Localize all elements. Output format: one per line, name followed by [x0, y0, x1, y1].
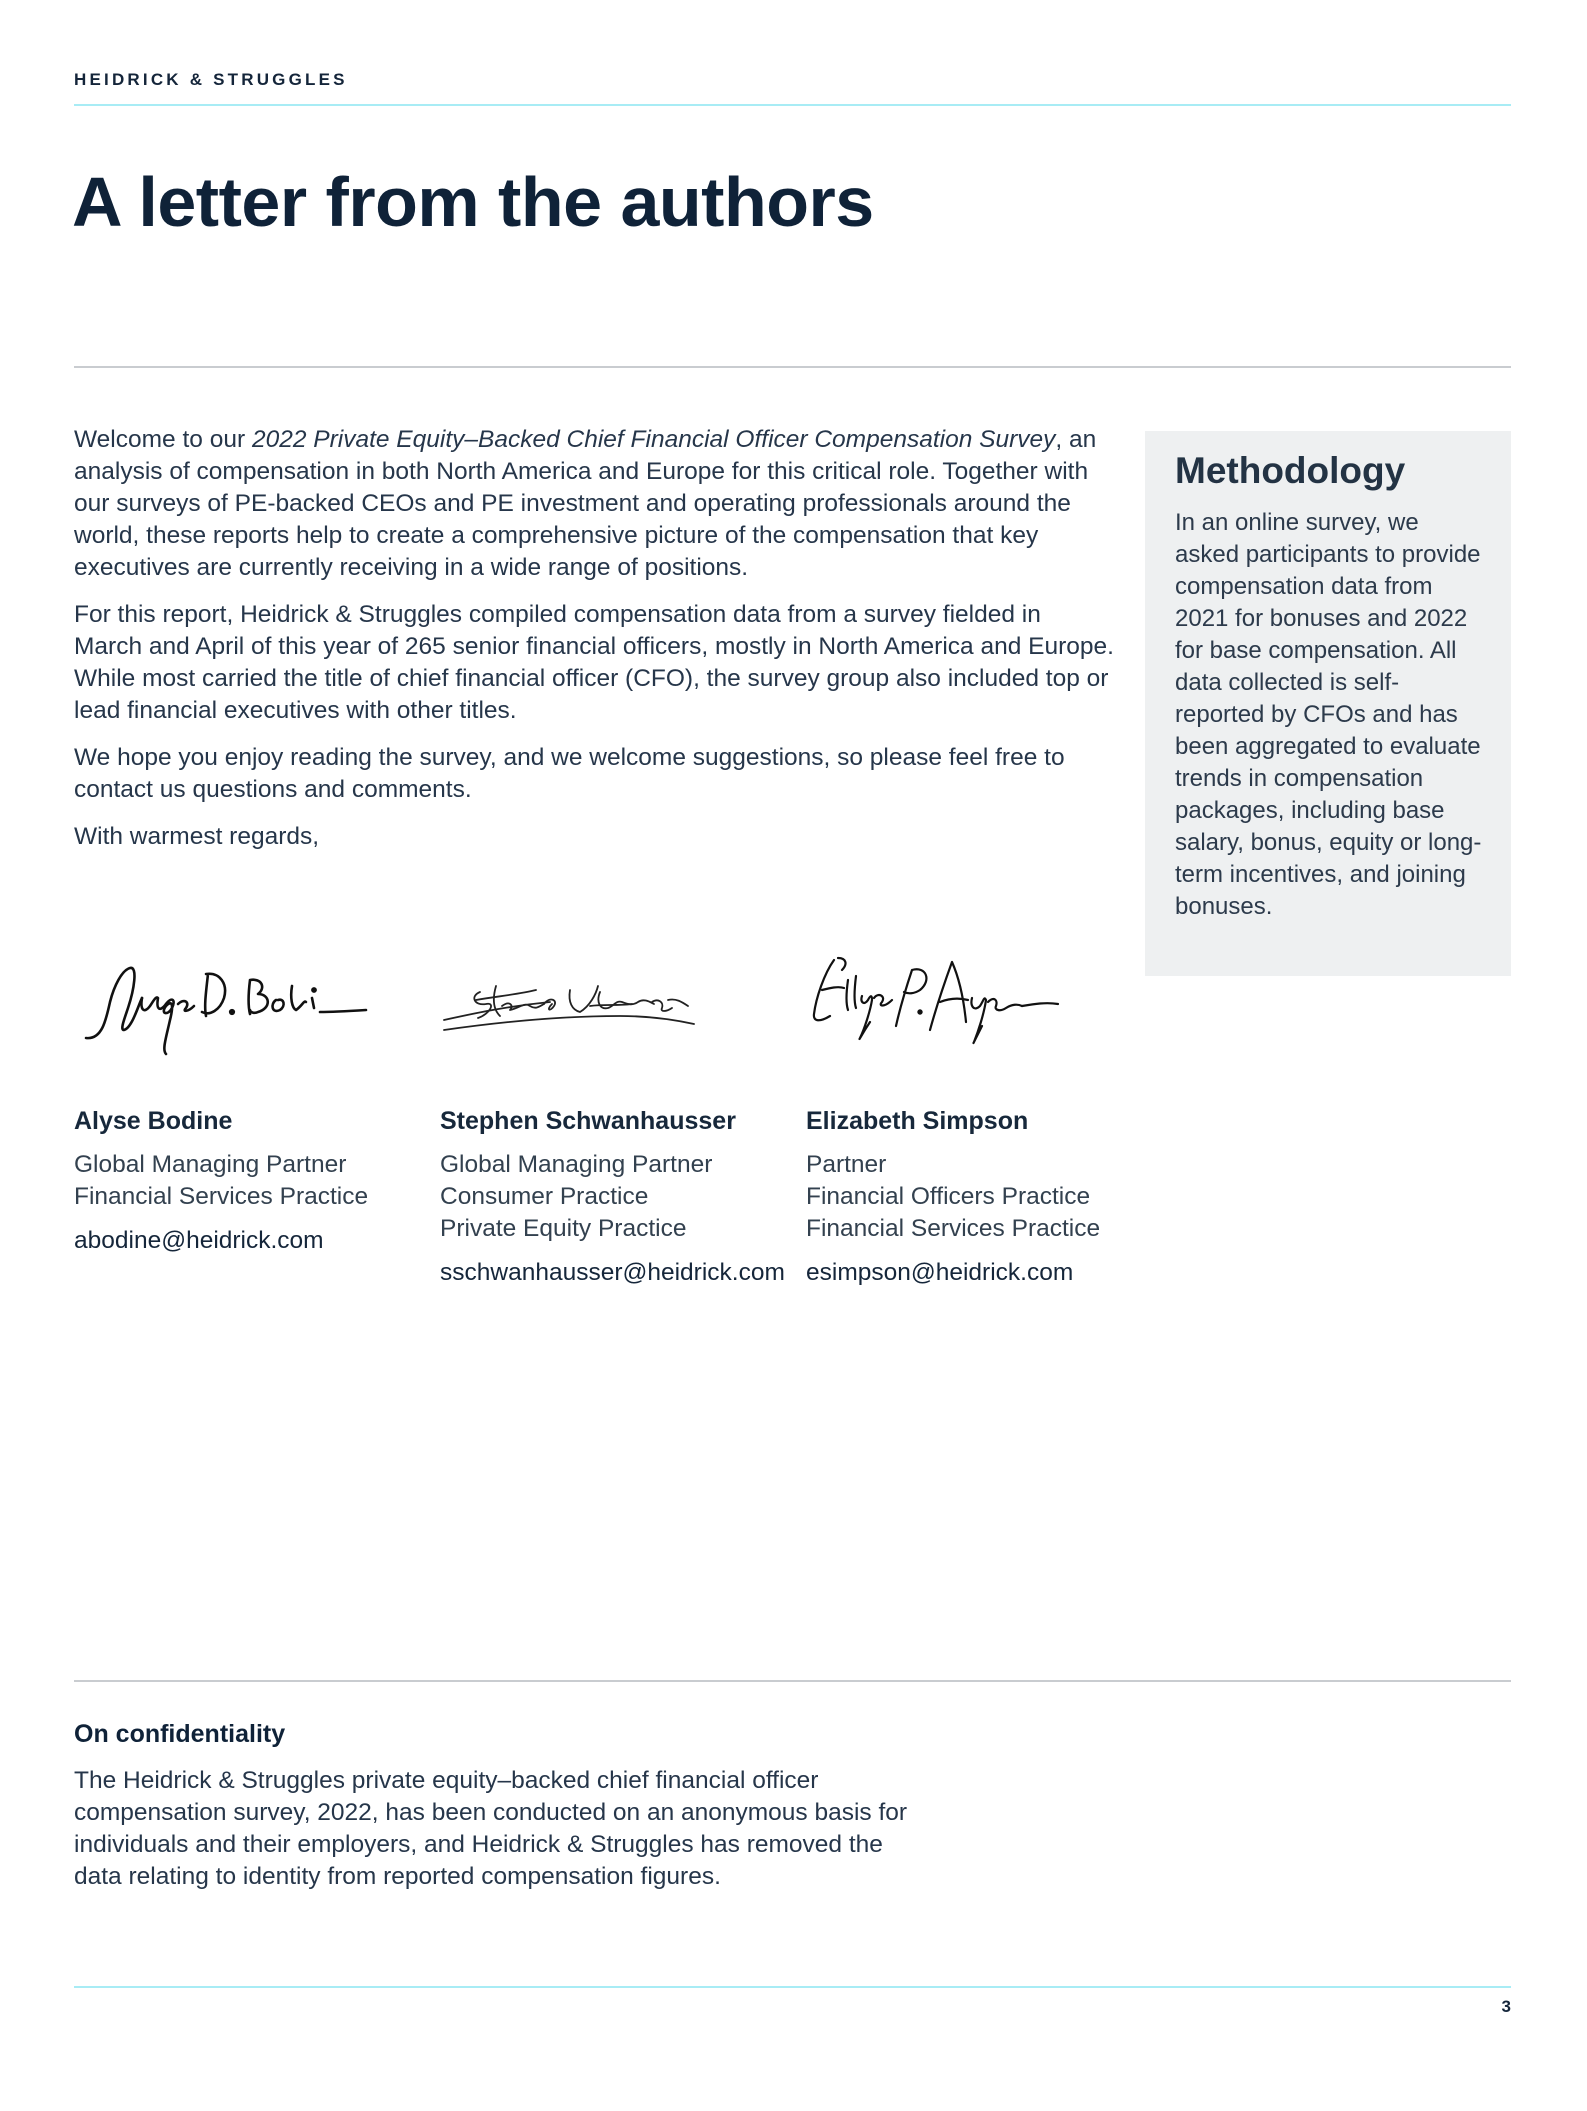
survey-title-italic: 2022 Private Equity–Backed Chief Financial Officer Compensation Survey [251, 426, 1056, 453]
author-email-link[interactable]: esimpson@heidrick.com [806, 1259, 1074, 1286]
page-number: 3 [1501, 1997, 1511, 2016]
author-role: Global Managing Partner [74, 1151, 347, 1178]
header-rule [74, 104, 1511, 106]
author-role: Global Managing Partner [440, 1151, 713, 1178]
signature-drawing [80, 950, 370, 1060]
letter-closing: With warmest regards, [74, 823, 320, 850]
author-practice: Financial Services Practice [74, 1183, 369, 1210]
author-email-link[interactable]: abodine@heidrick.com [74, 1227, 324, 1254]
section-divider [74, 366, 1511, 368]
intro-p1-lead: Welcome to our [74, 426, 252, 453]
methodology-text: In an online survey, we asked participants to provide compensation data from 2021 for bonuses and 2022 for base compensation. All data collected is self-reported by CFOs and has been aggregated to evaluate trends in compensation packages, including base salary, bonus, equity or long-term incentives, and joining bonuses. [1175, 509, 1482, 920]
signature-alyse-bodine [80, 950, 370, 1060]
intro-paragraph-2: For this report, Heidrick & Struggles compiled compensation data from a survey fielded in March and April of this year of 265 senior financial officers, mostly in North America and Europe. While most carried the title of chief financial officer (CFO), the survey group also included top or lead financial executives with other titles. [74, 601, 1114, 724]
confidentiality-heading: On confidentiality [74, 1720, 286, 1748]
author-email-link[interactable]: sschwanhausser@heidrick.com [440, 1259, 785, 1286]
author-practice: Consumer Practice [440, 1183, 649, 1210]
author-stephen-schwanhausser [440, 1105, 800, 1289]
methodology-heading: Methodology [1175, 450, 1406, 491]
signature-elizabeth-simpson [808, 950, 1068, 1060]
author-name: Stephen Schwanhausser [440, 1107, 736, 1135]
author-name: Elizabeth Simpson [806, 1107, 1029, 1135]
intro-paragraph-3: We hope you enjoy reading the survey, and we welcome suggestions, so please feel free to contact us questions and comments. [74, 744, 1065, 803]
author-practice: Financial Services Practice [806, 1215, 1101, 1242]
intro-p1-rest: , an analysis of compensation in both North America and Europe for this critical role. Together with our surveys of PE-backed CEOs and PE investment and operating professionals around the world, these reports help to create a comprehensive picture of the compensation that key executives are currently receiving in a wide range of positions. [74, 426, 1097, 581]
author-elizabeth-simpson [806, 1105, 1166, 1289]
author-name: Alyse Bodine [74, 1107, 233, 1135]
author-practice: Financial Officers Practice [806, 1183, 1091, 1210]
signature-drawing [808, 950, 1068, 1060]
intro-paragraph-1 [74, 424, 1114, 584]
signature-drawing [440, 950, 700, 1060]
methodology-box [1145, 431, 1511, 976]
author-practice: Private Equity Practice [440, 1215, 687, 1242]
confidentiality-divider [74, 1680, 1511, 1682]
author-alyse-bodine [74, 1105, 434, 1257]
brand-wordmark: HEIDRICK & STRUGGLES [74, 70, 348, 89]
confidentiality-text: The Heidrick & Struggles private equity–backed chief financial officer compensation survey, 2022, has been conducted on an anonymous basis for individuals and their employers, and Heidrick & Struggles has removed the data relating to identity from reported compensation figures. [74, 1767, 908, 1890]
signature-stephen-schwanhausser [440, 950, 700, 1060]
footer-rule [74, 1986, 1511, 1988]
author-role: Partner [806, 1151, 887, 1178]
page-title: A letter from the authors [72, 163, 874, 241]
letter-body [74, 424, 1114, 868]
